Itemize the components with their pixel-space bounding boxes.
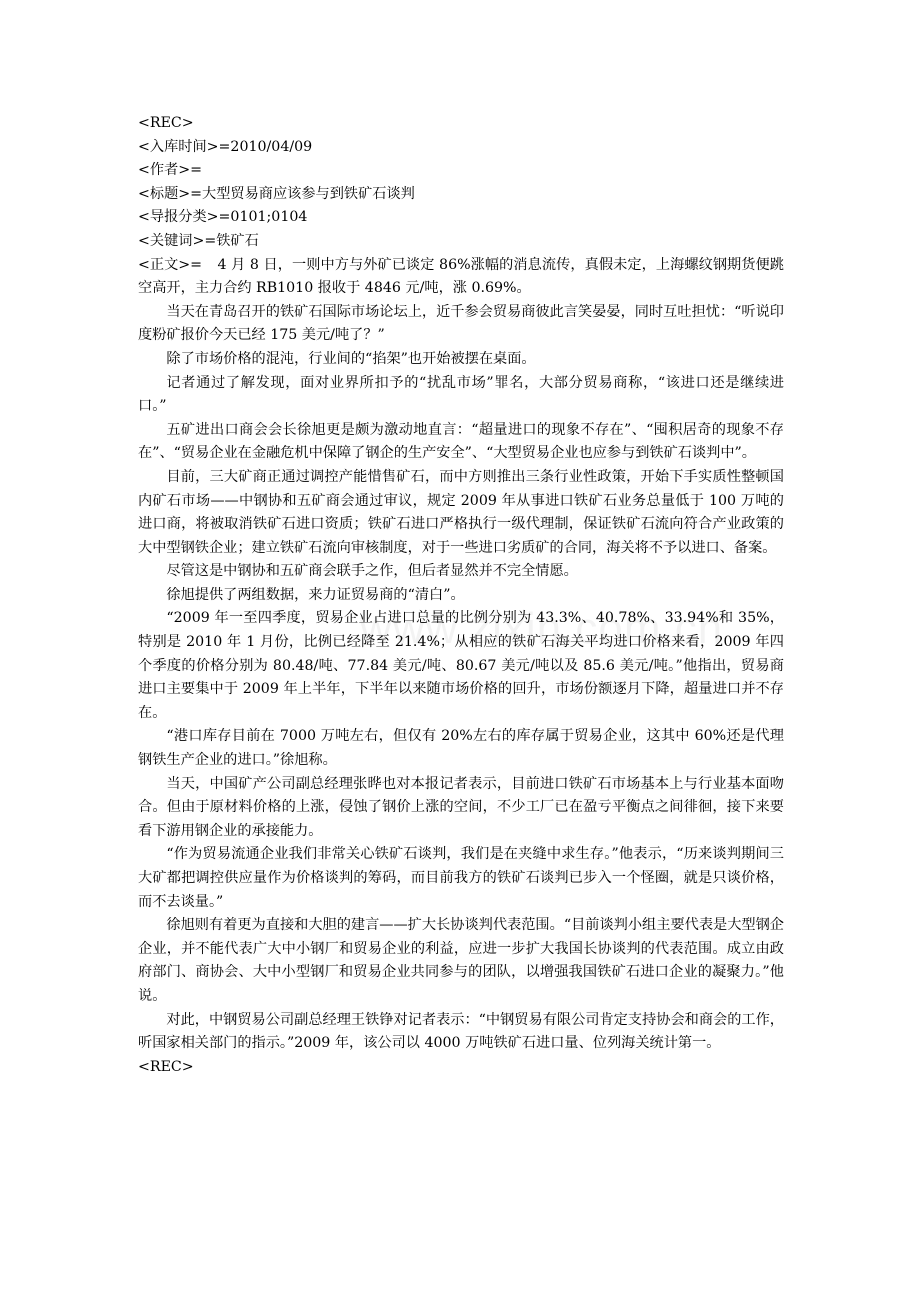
- body-paragraph: 目前，三大矿商正通过调控产能惜售矿石，而中方则推出三条行业性政策，开始下手实质性整顿国内矿石市场——中钢协和五矿商会通过审议，规定 2009 年从事进口铁矿石业务总量低于 100 万吨的进口商，将被取消铁矿石进口资质；铁矿石进口严格执行一级代理制，保证铁矿石流向符合产业政策的大中型钢铁企业；建立铁矿石流向审核制度，对于一些进口劣质矿的合同，海关将不予以进口、备案。: [138, 468, 784, 556]
- body-paragraph: 五矿进出口商会会长徐旭更是颇为激动地直言：“超量进口的现象不存在”、“囤积居奇的现象不存在”、“贸易企业在金融危机中保障了钢企的生产安全”、“大型贸易企业也应参与到铁矿石谈判中”。: [138, 421, 784, 462]
- body-paragraph: “2009 年一至四季度，贸易企业占进口总量的比例分别为 43.3%、40.78%、33.94%和 35%，特别是 2010 年 1 月份，比例已经降至 21.4%；从相应的铁矿石海关平均进口价格来看，2009 年四个季度的价格分别为 80.48/吨、77.84 美元/吨、80.67 美元/吨以及 85.6 美元/吨。”他指出，贸易商进口主要集中于 2009 年上半年，下半年以来随市场价格的回升，市场份额逐月下降，超量进口并不存在。: [138, 610, 784, 721]
- body-first-paragraph: [138, 254, 784, 301]
- document-page: [138, 112, 784, 1079]
- body-paragraph: 徐旭提供了两组数据，来力证贸易商的“清白”。: [166, 586, 465, 603]
- author-field: <作者>=: [138, 162, 203, 179]
- keywords-field: <关键词>=铁矿石: [138, 232, 259, 249]
- body-first-text: 4 月 8 日，一则中方与外矿已谈定 86%涨幅的消息流传，真假未定，上海螺纹钢期货便跳空高开，主力合约 RB1010 报收于 4846 元/吨，涨 0.69%。: [138, 256, 784, 297]
- body-paragraph: 当天在青岛召开的铁矿石国际市场论坛上，近千参会贸易商彼此言笑晏晏，同时互吐担忧：“听说印度粉矿报价今天已经 175 美元/吨了？”: [138, 303, 784, 344]
- body-paragraph: 尽管这是中钢协和五矿商会联手之作，但后者显然并不完全情愿。: [166, 563, 578, 580]
- rec-close-tag: <REC>: [138, 1058, 194, 1075]
- watermark: [360, 604, 723, 654]
- body-paragraph: 当天，中国矿产公司副总经理张晔也对本报记者表示，目前进口铁矿石市场基本上与行业基本面吻合。但由于原材料价格的上涨，侵蚀了钢价上涨的空间，不少工厂已在盈亏平衡点之间徘徊，接下来要看下游用钢企业的承接能力。: [138, 775, 784, 839]
- body-paragraph: 除了市场价格的混沌，行业间的“掐架”也开始被摆在桌面。: [166, 350, 536, 367]
- body-paragraph: “港口库存目前在 7000 万吨左右，但仅有 20%左右的库存属于贸易企业，这其中 60%还是代理钢铁生产企业的进口。”徐旭称。: [138, 728, 784, 769]
- body-tag: <正文>=: [138, 256, 203, 273]
- body-paragraph: 对此，中钢贸易公司副总经理王铁铮对记者表示：“中钢贸易有限公司肯定支持协会和商会的工作，听国家相关部门的指示。”2009 年，该公司以 4000 万吨铁矿石进口量、位列海关统计第一。: [138, 1011, 784, 1052]
- body-paragraph: “作为贸易流通企业我们非常关心铁矿石谈判，我们是在夹缝中求生存。”他表示，“历来谈判期间三大矿都把调控供应量作为价格谈判的筹码，而目前我方的铁矿石谈判已步入一个怪圈，就是只谈价格，而不去谈量。”: [138, 846, 784, 910]
- entry-time-field: <入库时间>=2010/04/09: [138, 138, 313, 155]
- category-field: <导报分类>=0101;0104: [138, 209, 308, 226]
- body-paragraph: 记者通过了解发现，面对业界所扣予的“扰乱市场”罪名，大部分贸易商称，“该进口还是继续进口。”: [138, 374, 784, 415]
- rec-open-tag: <REC>: [138, 115, 194, 131]
- title-field: <标题>=大型贸易商应该参与到铁矿石谈判: [138, 185, 415, 202]
- body-paragraph: 徐旭则有着更为直接和大胆的建言——扩大长协谈判代表范围。“目前谈判小组主要代表是大型钢企企业，并不能代表广大中小钢厂和贸易企业的利益，应进一步扩大我国长协谈判的代表范围。成立由政府部门、商协会、大中小型钢厂和贸易企业共同参与的团队，以增强我国铁矿石进口企业的凝聚力。”他说。: [138, 917, 784, 1004]
